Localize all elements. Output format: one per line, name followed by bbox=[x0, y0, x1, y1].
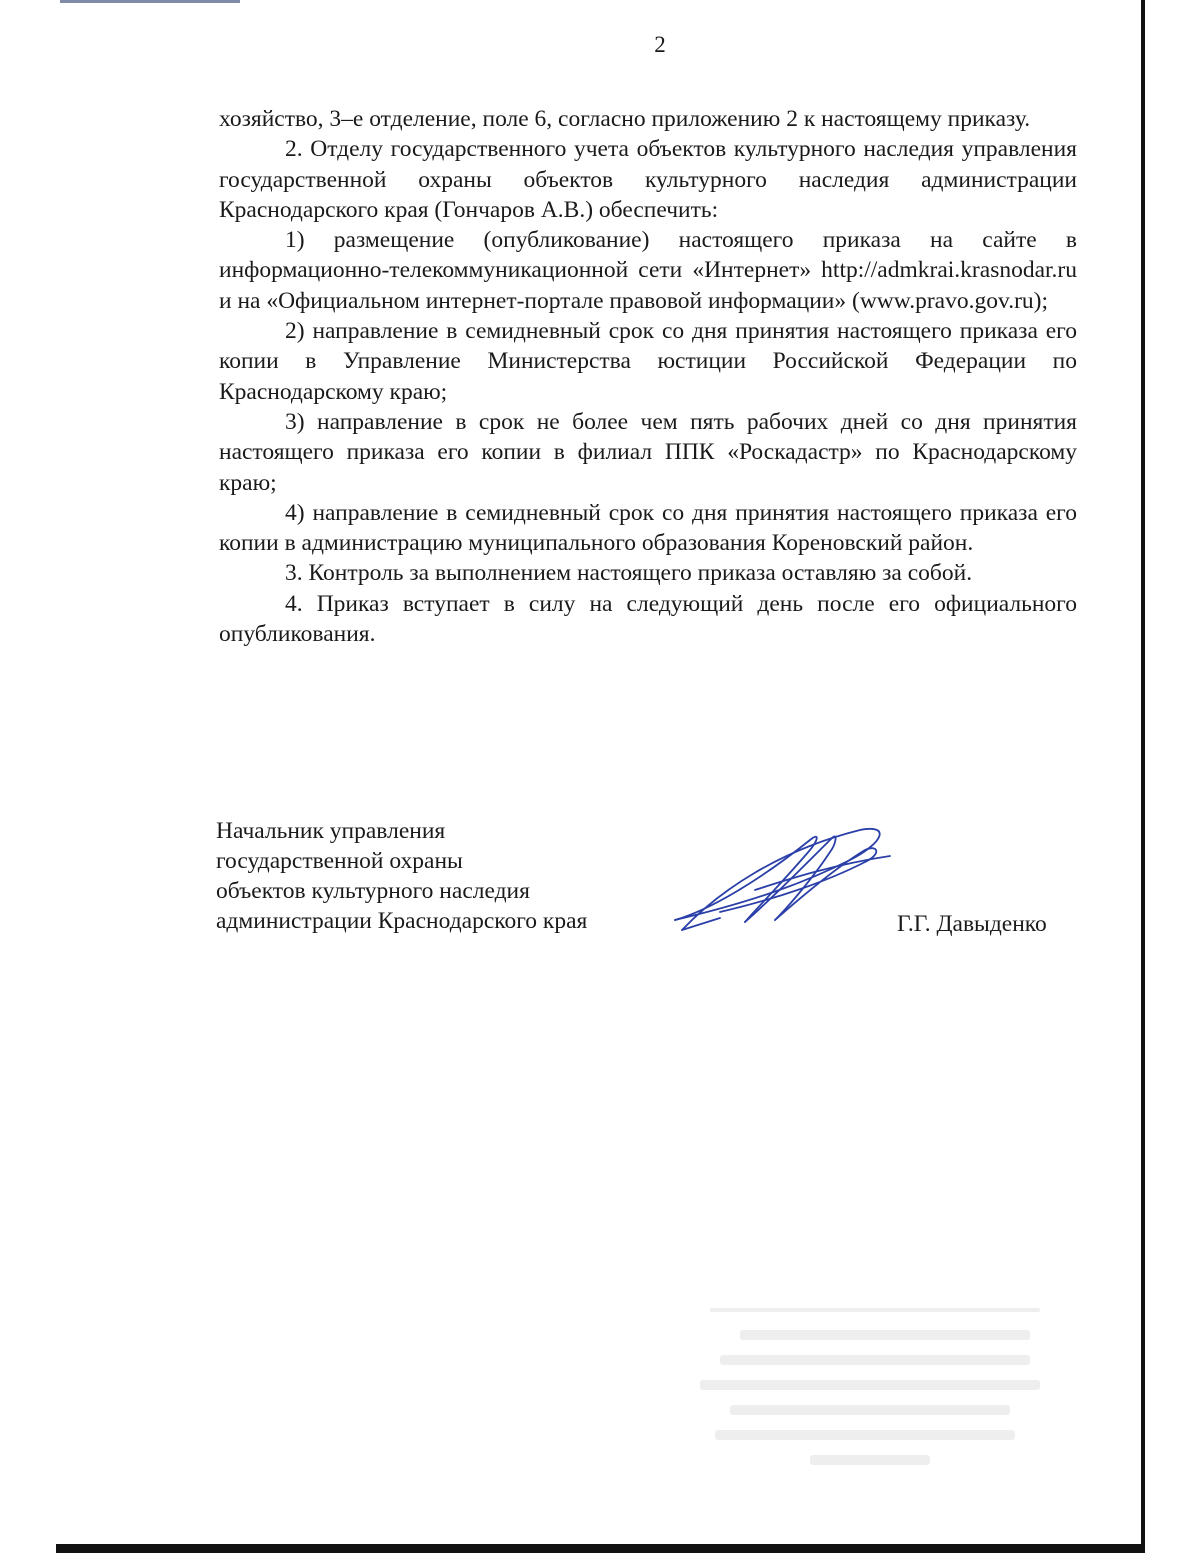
paragraph-item-3: 3. Контроль за выполнением настоящего приказа оставляю за собой. bbox=[285, 560, 973, 587]
paragraph-subitem-3: 3) направление в срок не более чем пять рабочих дней со дня принятия настоящего приказа его копии в филиал ППК «Роскадастр» по Краснодарскому краю; bbox=[219, 408, 1077, 496]
position-line: администрации Краснодарского края bbox=[216, 908, 588, 934]
position-line: государственной охраны bbox=[216, 848, 463, 874]
paragraph-item-2: 2. Отделу государственного учета объектов культурного наследия управления государственной охраны объектов культурного наследия администрации Краснодарского края (Гончаров А.В.) обеспечить: bbox=[219, 136, 1077, 223]
scan-edge-top bbox=[60, 0, 240, 3]
position-line: Начальник управления bbox=[216, 818, 446, 844]
signatory-position bbox=[216, 816, 587, 936]
paragraph-item-4: 4. Приказ вступает в силу на следующий день после его официального опубликования. bbox=[219, 590, 1077, 648]
page-number: 2 bbox=[654, 32, 666, 57]
position-line: объектов культурного наследия bbox=[216, 878, 530, 904]
paragraph-subitem-1: 1) размещение (опубликование) настоящего приказа на сайте в информационно-телекоммуникационной сети «Интернет» http://admkrai.krasnodar.ru и на «Официальном интернет-портале правовой информации» (www.pravo.gov.ru); bbox=[219, 227, 1077, 314]
document-body bbox=[219, 104, 1077, 649]
paragraph-subitem-2: 2) направление в семидневный срок со дня принятия настоящего приказа его копии в Управление Министерства юстиции Российской Федерации по Краснодарскому краю; bbox=[219, 318, 1077, 405]
scan-edge-bottom bbox=[56, 1544, 1145, 1553]
faded-stamp bbox=[700, 1300, 1060, 1490]
signatory-name: Г.Г. Давыденко bbox=[897, 911, 1047, 937]
handwritten-signature bbox=[660, 820, 900, 950]
paragraph-continuation: хозяйство, 3–е отделение, поле 6, согласно приложению 2 к настоящему приказу. bbox=[219, 106, 1031, 132]
scan-edge-right bbox=[1141, 0, 1145, 1553]
paragraph-subitem-4: 4) направление в семидневный срок со дня принятия настоящего приказа его копии в администрацию муниципального образования Кореновский район. bbox=[219, 499, 1077, 557]
